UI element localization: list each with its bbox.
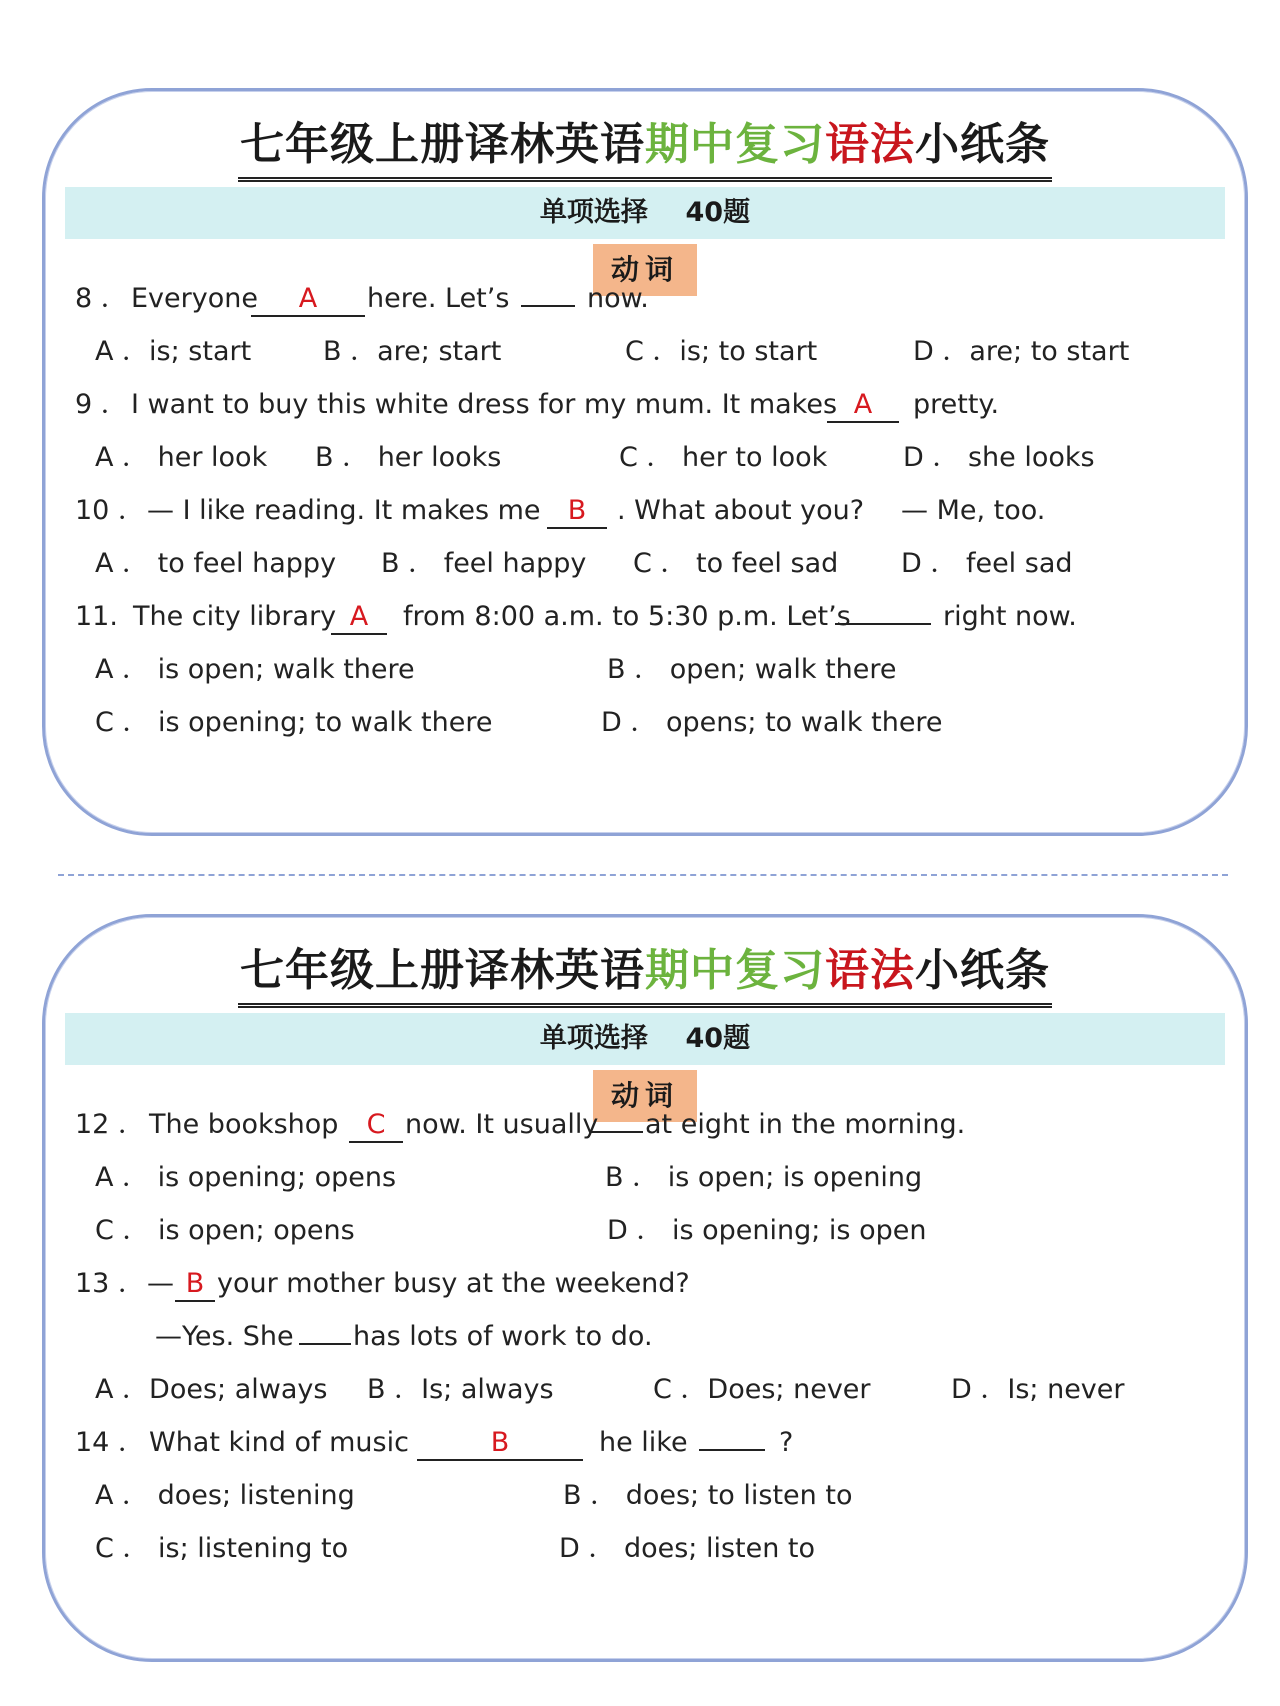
option-d: D ．are; to start bbox=[913, 336, 1130, 367]
question-text: right now. bbox=[943, 601, 1077, 632]
question-text: from 8:00 a.m. to 5:30 p.m. Let’s bbox=[403, 601, 851, 632]
option-a: A ． to feel happy bbox=[95, 548, 337, 579]
question-text: — Me, too. bbox=[901, 495, 1046, 526]
question-text: pretty. bbox=[913, 389, 1000, 420]
option-c: C ． is opening; to walk there bbox=[95, 707, 493, 738]
card-title bbox=[45, 117, 1245, 182]
blank-line bbox=[835, 623, 931, 625]
question-text: at eight in the morning. bbox=[645, 1109, 966, 1140]
question-text: ? bbox=[779, 1427, 794, 1458]
blank-line bbox=[299, 1343, 351, 1345]
question-text: . What about you? bbox=[617, 495, 865, 526]
title-part-red: 语法 bbox=[825, 119, 915, 170]
question-number: 9 ． bbox=[75, 389, 128, 420]
question-text: The bookshop bbox=[149, 1109, 339, 1140]
answer-blank: A bbox=[331, 601, 387, 635]
section-band: 单项选择 40题 bbox=[65, 1013, 1225, 1065]
option-c: C ． her to look bbox=[619, 442, 828, 473]
title-part: 小纸条 bbox=[915, 945, 1050, 996]
question-text: The city library bbox=[133, 601, 337, 632]
option-b: B ．Is; always bbox=[367, 1374, 554, 1405]
question-text: now. It usually bbox=[405, 1109, 599, 1140]
option-b: B ．are; start bbox=[323, 336, 502, 367]
answer-blank: C bbox=[349, 1109, 403, 1143]
question-text: your mother busy at the weekend? bbox=[217, 1268, 690, 1299]
blank-line bbox=[591, 1131, 643, 1133]
option-d: D ． opens; to walk there bbox=[601, 707, 943, 738]
title-part-red: 语法 bbox=[825, 945, 915, 996]
title-part: 七年级上册译林英语 bbox=[240, 945, 645, 996]
answer-blank: A bbox=[251, 283, 365, 317]
option-b: B ． feel happy bbox=[381, 548, 587, 579]
question-number: 10 ． bbox=[75, 495, 145, 526]
option-b: B ． her looks bbox=[315, 442, 502, 473]
card-title bbox=[45, 943, 1245, 1008]
question-text: What kind of music bbox=[149, 1427, 409, 1458]
dashed-divider bbox=[58, 874, 1228, 876]
option-a: A ． her look bbox=[95, 442, 268, 473]
option-d: D ．Is; never bbox=[951, 1374, 1125, 1405]
question-number: 11. bbox=[75, 601, 118, 632]
answer-blank: B bbox=[547, 495, 607, 529]
option-a: A ． does; listening bbox=[95, 1480, 355, 1511]
title-part-green: 复习 bbox=[735, 945, 825, 996]
option-b: B ． open; walk there bbox=[607, 654, 897, 685]
question-number: 14 ． bbox=[75, 1427, 145, 1458]
question-number: 13 ． bbox=[75, 1268, 145, 1299]
title-part-green: 期中 bbox=[645, 119, 735, 170]
note-card-top bbox=[42, 88, 1248, 836]
answer-blank: A bbox=[827, 389, 899, 423]
topic-tag: 动词 bbox=[593, 244, 697, 296]
question-text: now. bbox=[587, 283, 649, 314]
question-number: 12 ． bbox=[75, 1109, 145, 1140]
question-text: — I like reading. It makes me bbox=[147, 495, 541, 526]
option-a: A ．Does; always bbox=[95, 1374, 328, 1405]
title-part-green: 复习 bbox=[735, 119, 825, 170]
title-part: 小纸条 bbox=[915, 119, 1050, 170]
option-c: C ．is; to start bbox=[625, 336, 818, 367]
title-part-green: 期中 bbox=[645, 945, 735, 996]
option-d: D ． feel sad bbox=[901, 548, 1073, 579]
option-a: A ．is; start bbox=[95, 336, 252, 367]
question-text: has lots of work to do. bbox=[353, 1321, 653, 1352]
option-d: D ． does; listen to bbox=[559, 1533, 816, 1564]
option-c: C ．Does; never bbox=[653, 1374, 871, 1405]
option-a: A ． is opening; opens bbox=[95, 1162, 397, 1193]
title-part: 七年级上册译林英语 bbox=[240, 119, 645, 170]
question-text: Everyone bbox=[131, 283, 258, 314]
dialogue-dash: — bbox=[147, 1268, 174, 1299]
option-a: A ． is open; walk there bbox=[95, 654, 415, 685]
question-number: 8 ． bbox=[75, 283, 128, 314]
option-d: D ． is opening; is open bbox=[607, 1215, 927, 1246]
question-text: he like bbox=[599, 1427, 688, 1458]
option-c: C ． is; listening to bbox=[95, 1533, 349, 1564]
section-band: 单项选择 40题 bbox=[65, 187, 1225, 239]
option-d: D ． she looks bbox=[903, 442, 1095, 473]
option-c: C ． is open; opens bbox=[95, 1215, 355, 1246]
question-text: —Yes. She bbox=[155, 1321, 294, 1352]
blank-line bbox=[521, 305, 575, 307]
option-b: B ． does; to listen to bbox=[563, 1480, 853, 1511]
blank-line bbox=[699, 1449, 765, 1451]
answer-blank: B bbox=[175, 1268, 215, 1302]
question-text: I want to buy this white dress for my mum. It makes bbox=[131, 389, 838, 420]
answer-blank: B bbox=[417, 1427, 583, 1461]
option-c: C ． to feel sad bbox=[633, 548, 839, 579]
question-text: here. Let’s bbox=[367, 283, 510, 314]
topic-tag: 动词 bbox=[593, 1070, 697, 1122]
note-card-bottom bbox=[42, 914, 1248, 1662]
option-b: B ． is open; is opening bbox=[605, 1162, 923, 1193]
